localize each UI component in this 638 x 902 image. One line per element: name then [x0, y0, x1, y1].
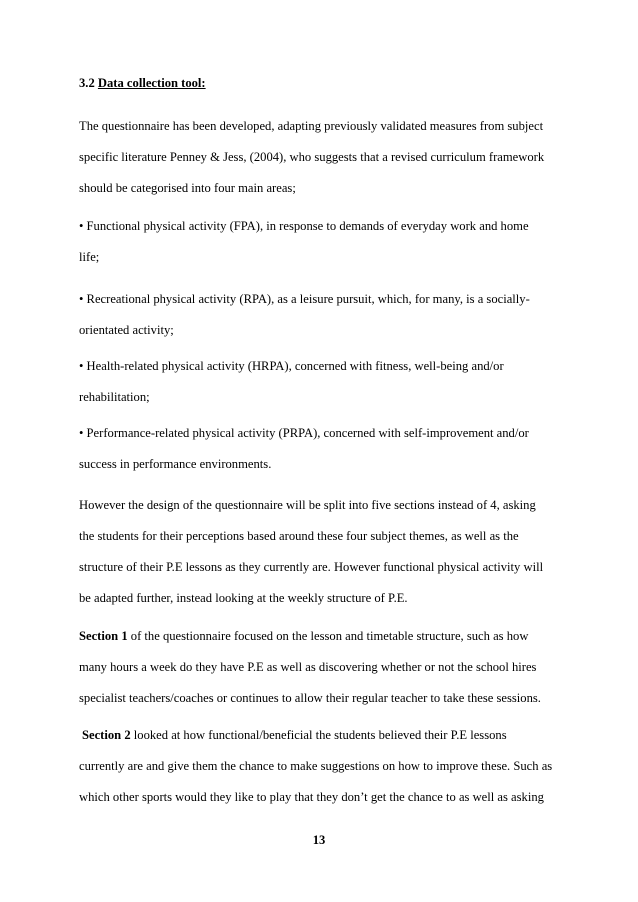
section2-line: currently are and give them the chance to make suggestions on how to improve these. Such as — [79, 759, 553, 773]
section1-line: many hours a week do they have P.E as well as discovering whether or not the school hires — [79, 660, 537, 674]
section2-first-line — [82, 727, 507, 743]
design-paragraph-line: However the design of the questionnaire will be split into five sections instead of 4, asking — [79, 498, 536, 512]
section1-line: specialist teachers/coaches or continues to allow their regular teacher to take these sessions. — [79, 691, 541, 705]
section2-line: which other sports would they like to play that they don’t get the chance to as well as asking — [79, 790, 544, 804]
section1-first-line — [79, 628, 528, 644]
page-number: 13 — [312, 833, 326, 847]
bullet-line: orientated activity; — [79, 323, 174, 337]
design-paragraph-line: structure of their P.E lessons as they currently are. However functional physical activity will — [79, 560, 544, 574]
intro-line: specific literature Penney & Jess, (2004), who suggests that a revised curriculum framework — [79, 150, 545, 164]
bullet-line: rehabilitation; — [79, 390, 150, 404]
section-heading — [79, 75, 206, 91]
bullet-line: success in performance environments. — [79, 457, 272, 471]
design-paragraph-line: the students for their perceptions based around these four subject themes, as well as the — [79, 529, 519, 543]
bullet-line: • Recreational physical activity (RPA), as a leisure pursuit, which, for many, is a socially- — [79, 292, 530, 306]
bullet-line: • Performance-related physical activity (PRPA), concerned with self-improvement and/or — [79, 426, 529, 440]
section1-first-line-text: of the questionnaire focused on the lesson and timetable structure, such as how — [127, 629, 529, 643]
heading-title: Data collection tool: — [97, 76, 206, 90]
section2-label: Section 2 — [82, 728, 131, 742]
design-paragraph-line: be adapted further, instead looking at the weekly structure of P.E. — [79, 591, 408, 605]
intro-line: should be categorised into four main areas; — [79, 181, 296, 195]
section2-first-line-text: looked at how functional/beneficial the students believed their P.E lessons — [130, 728, 507, 742]
bullet-line: • Functional physical activity (FPA), in response to demands of everyday work and home — [79, 219, 529, 233]
bullet-line: • Health-related physical activity (HRPA), concerned with fitness, well-being and/or — [79, 359, 504, 373]
section1-label: Section 1 — [79, 629, 128, 643]
intro-line: The questionnaire has been developed, adapting previously validated measures from subject — [79, 119, 544, 133]
bullet-line: life; — [79, 250, 100, 264]
heading-number: 3.2 — [79, 76, 95, 90]
